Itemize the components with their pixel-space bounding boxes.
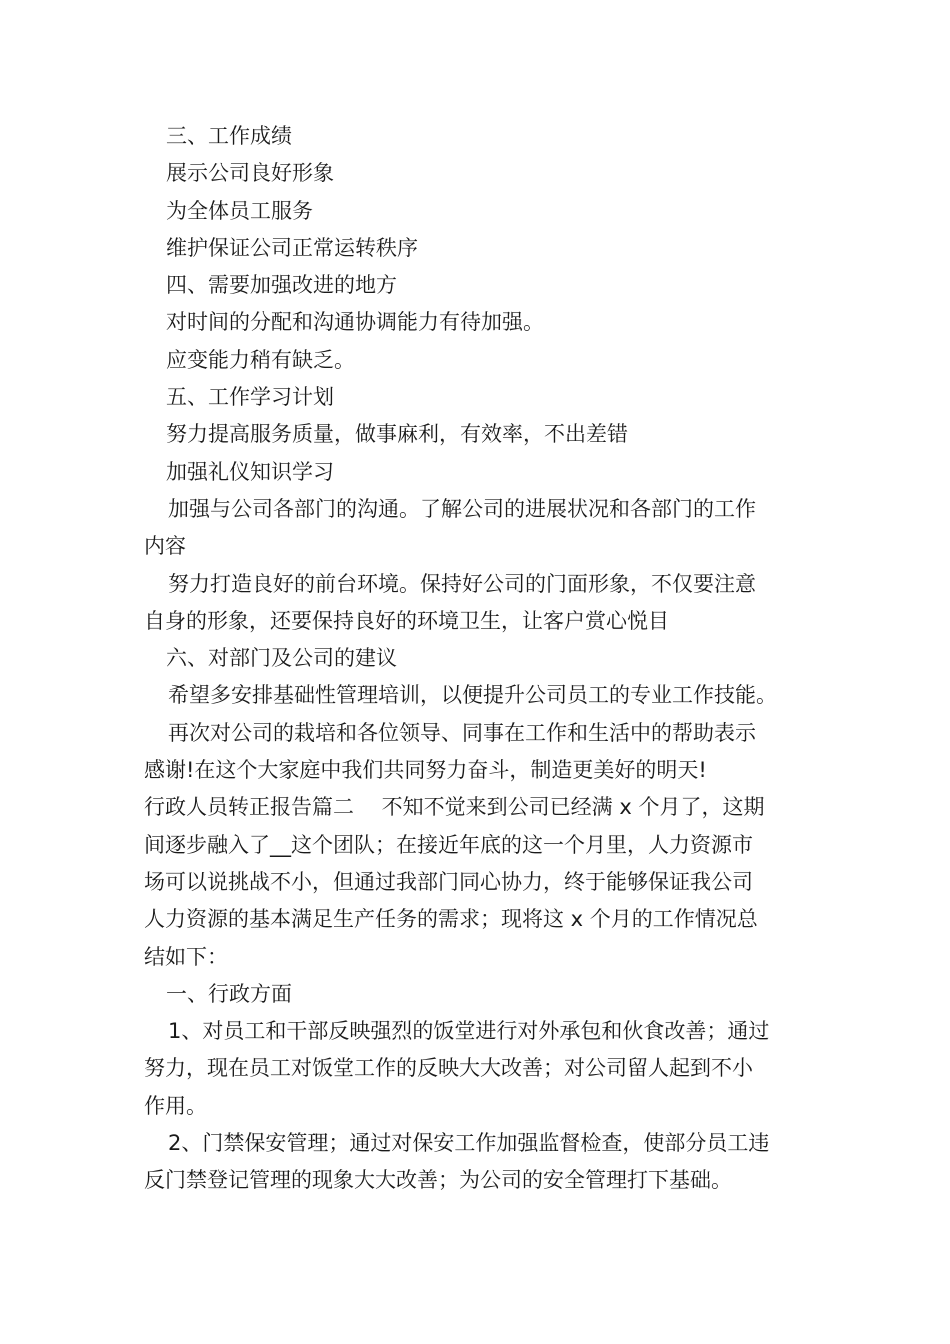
text-line: 场可以说挑战不小，但通过我部门同心协力，终于能够保证我公司 — [144, 869, 753, 894]
document-body — [144, 118, 808, 1200]
text-line: 再次对公司的栽培和各位领导、同事在工作和生活中的帮助表示 — [168, 720, 756, 745]
report-two-title-line: 行政人员转正报告篇二 不知不觉来到公司已经满 x 个月了，这期 — [144, 795, 765, 820]
text-line: 自身的形象，还要保持良好的环境卫生，让客户赏心悦目 — [144, 608, 669, 633]
text-line: 希望多安排基础性管理培训，以便提升公司员工的专业工作技能。 — [168, 683, 777, 708]
text-line: 维护保证公司正常运转秩序 — [166, 235, 418, 260]
section-heading-study-plan: 五、工作学习计划 — [166, 385, 334, 410]
text-line: 对时间的分配和沟通协调能力有待加强。 — [166, 310, 544, 335]
text-line: 1、对员工和干部反映强烈的饭堂进行对外承包和伙食改善；通过 — [168, 1019, 770, 1044]
text-line: 结如下： — [144, 944, 228, 969]
text-line: 展示公司良好形象 — [166, 161, 334, 186]
section-heading-suggestions: 六、对部门及公司的建议 — [166, 646, 397, 671]
text-line: 2、门禁保安管理；通过对保安工作加强监督检查，使部分员工违 — [168, 1131, 770, 1156]
text-line: 人力资源的基本满足生产任务的需求；现将这 x 个月的工作情况总 — [144, 907, 758, 932]
text-line: 努力提高服务质量，做事麻利，有效率，不出差错 — [166, 422, 628, 447]
text-line: 感谢!在这个大家庭中我们共同努力奋斗，制造更美好的明天! — [144, 758, 707, 783]
text-line: 加强礼仪知识学习 — [166, 459, 334, 484]
text-line: 反门禁登记管理的现象大大改善；为公司的安全管理打下基础。 — [144, 1168, 732, 1193]
text-line: 应变能力稍有缺乏。 — [166, 347, 355, 372]
text-line: 加强与公司各部门的沟通。了解公司的进展状况和各部门的工作 — [168, 496, 756, 521]
section-heading-administration: 一、行政方面 — [166, 981, 292, 1006]
text-line: 间逐步融入了__这个团队；在接近年底的这一个月里，人力资源市 — [144, 832, 753, 857]
text-line: 作用。 — [144, 1093, 207, 1118]
text-line: 努力，现在员工对饭堂工作的反映大大改善；对公司留人起到不小 — [144, 1056, 753, 1081]
text-line: 为全体员工服务 — [166, 198, 313, 223]
section-heading-improvements: 四、需要加强改进的地方 — [166, 273, 397, 298]
text-line: 内容 — [144, 534, 186, 559]
text-line: 努力打造良好的前台环境。保持好公司的门面形象，不仅要注意 — [168, 571, 756, 596]
section-heading-work-achievements: 三、工作成绩 — [166, 124, 292, 148]
